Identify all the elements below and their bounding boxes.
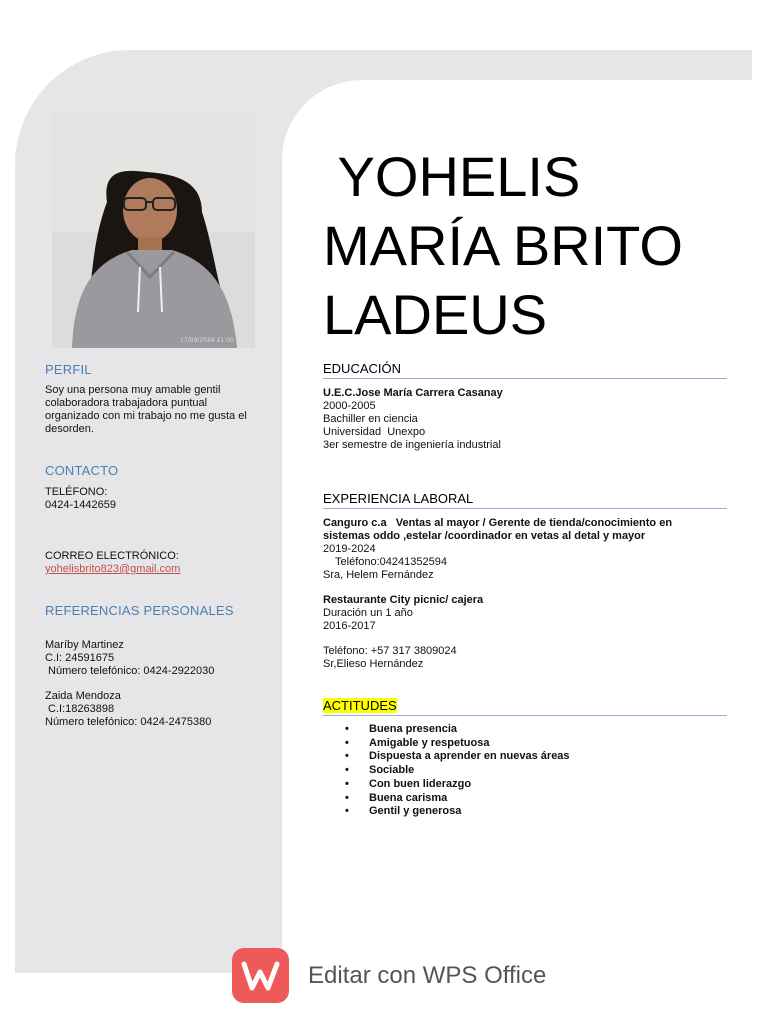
list-item: • Dispuesta a aprender en nuevas áreas: [345, 750, 570, 764]
job-2-contact: [323, 645, 457, 671]
actitudes-list: [345, 723, 570, 819]
reference-2: [45, 690, 211, 729]
job-title-line: Canguro c.a Ventas al mayor / Gerente de tienda/conocimiento en: [323, 517, 673, 529]
reference-phone: Número telefónico: 0424-2475380: [45, 716, 212, 728]
wps-edit-label[interactable]: Editar con WPS Office: [308, 961, 547, 989]
name-line-1: YOHELIS: [323, 145, 581, 208]
job-line: 2016-2017: [323, 620, 376, 632]
job-line: Sr,Elieso Hernández: [323, 658, 424, 670]
email-label: CORREO ELECTRÓNICO:: [45, 550, 179, 562]
wps-edit-banner[interactable]: [232, 948, 546, 1003]
edu-line: 3er semestre de ingeniería industrial: [323, 439, 501, 451]
list-item: • Gentil y generosa: [345, 805, 570, 819]
reference-ci: C.I:18263898: [45, 703, 115, 715]
school-name: U.E.C.Jose María Carrera Casanay: [323, 387, 503, 399]
list-item: • Buena carisma: [345, 792, 570, 806]
job-title-line: sistemas oddo ,estelar /coordinador en vetas al detal y mayor: [323, 530, 646, 542]
edu-line: 2000-2005: [323, 400, 376, 412]
list-item: • Buena presencia: [345, 723, 570, 737]
educacion-block: [323, 387, 503, 452]
reference-ci: C.I: 24591675: [45, 652, 115, 664]
educacion-heading: EDUCACIÓN: [323, 361, 727, 379]
reference-1: [45, 639, 214, 678]
profile-photo: [52, 112, 255, 348]
referencias-heading: REFERENCIAS PERSONALES: [45, 603, 234, 618]
perfil-line: organizado con mi trabajo no me gusta el: [45, 410, 247, 422]
actitudes-title: ACTITUDES: [323, 698, 397, 713]
list-item: • Con buen liderazgo: [345, 778, 570, 792]
contacto-heading: CONTACTO: [45, 463, 119, 478]
phone-block: [45, 486, 116, 512]
name-line-2: MARÍA BRITO: [323, 214, 683, 277]
actitudes-heading: [323, 698, 727, 716]
reference-name: Zaida Mendoza: [45, 690, 121, 702]
photo-timestamp: 17/09/2024 21:00: [180, 337, 234, 344]
email-block: [45, 550, 180, 576]
job-line: Duración un 1 año: [323, 607, 413, 619]
wps-logo-icon[interactable]: [232, 948, 289, 1003]
reference-phone: Número telefónico: 0424-2922030: [45, 665, 215, 677]
perfil-line: desorden.: [45, 423, 94, 435]
edu-line: Bachiller en ciencia: [323, 413, 418, 425]
job-line: 2019-2024: [323, 543, 376, 555]
full-name: [323, 142, 743, 349]
edu-line: Universidad Unexpo: [323, 426, 426, 438]
job-line: Teléfono:04241352594: [323, 556, 447, 568]
perfil-heading: PERFIL: [45, 362, 92, 377]
reference-name: Maríby Martinez: [45, 639, 124, 651]
perfil-text: [45, 384, 270, 436]
list-item: • Amigable y respetuosa: [345, 737, 570, 751]
job-line: Sra, Helem Fernández: [323, 569, 434, 581]
job-1: [323, 517, 733, 582]
perfil-line: colaboradora trabajadora puntual: [45, 397, 208, 409]
job-line: Teléfono: +57 317 3809024: [323, 645, 457, 657]
job-title-line: Restaurante City picnic/ cajera: [323, 594, 484, 606]
email-link[interactable]: yohelisbrito823@gmail.com: [45, 563, 181, 575]
experiencia-heading: EXPERIENCIA LABORAL: [323, 491, 727, 509]
phone-label: TELÉFONO:: [45, 486, 108, 498]
job-2: [323, 594, 483, 633]
perfil-line: Soy una persona muy amable gentil: [45, 384, 221, 396]
name-line-3: LADEUS: [323, 283, 548, 346]
list-item: • Sociable: [345, 764, 570, 778]
phone-value: 0424-1442659: [45, 499, 116, 511]
